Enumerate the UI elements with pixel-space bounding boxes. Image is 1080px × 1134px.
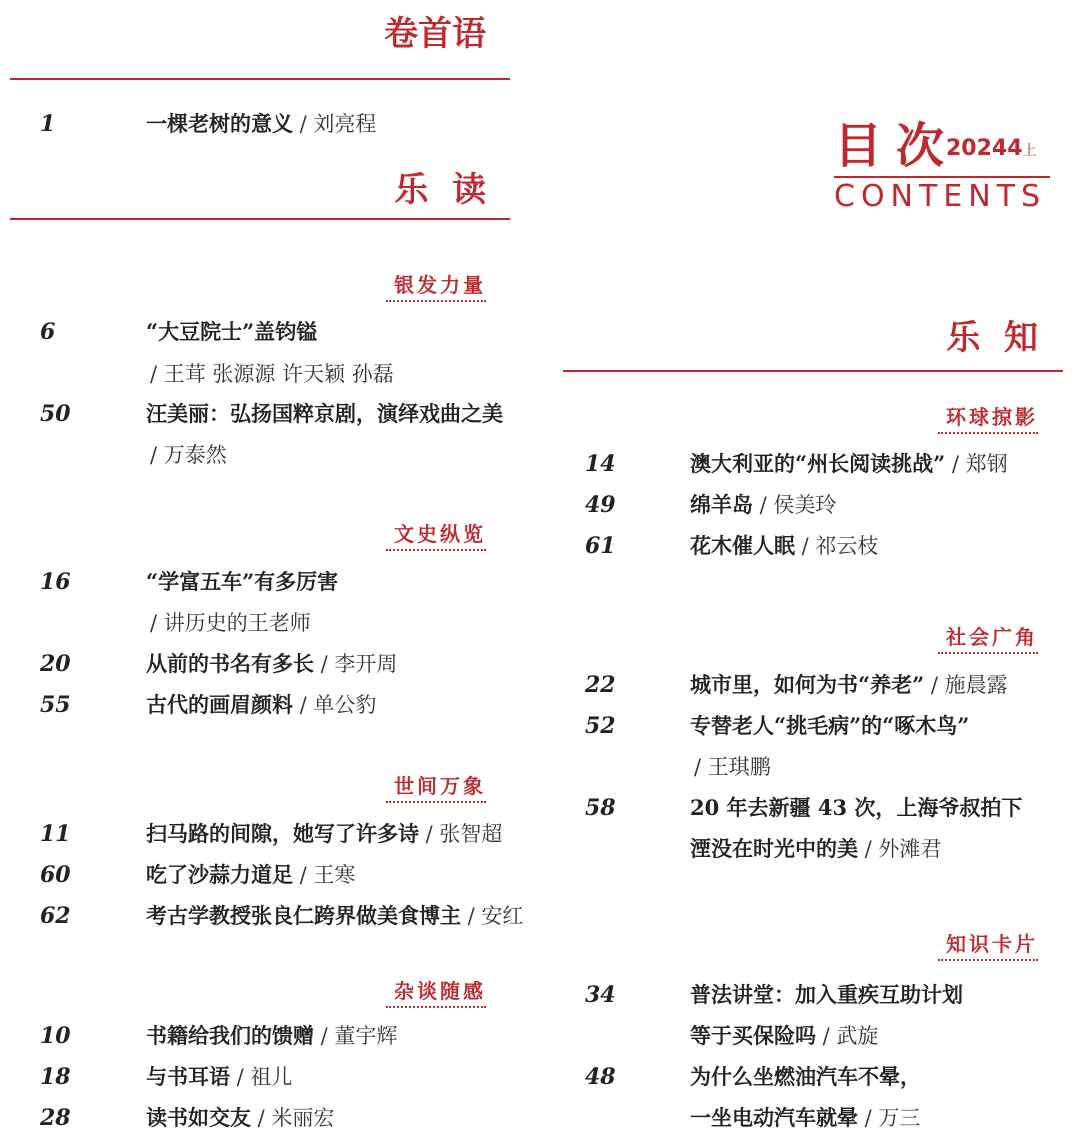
logo-en: CONTENTS <box>834 179 1047 214</box>
entry-author: / 祁云枝 <box>795 534 879 558</box>
page-number: 55 <box>40 692 71 718</box>
entry-title: 城市里，如何为书“养老” <box>690 672 925 697</box>
page-number: 1 <box>40 111 56 137</box>
entry-author: / 单公豹 <box>293 693 377 717</box>
entry-title: 古代的画眉颜料 <box>146 692 293 717</box>
logo-year: 2024 <box>946 136 1008 161</box>
entry-author: / 万三 <box>858 1106 921 1130</box>
toc-entry[interactable] <box>146 690 376 720</box>
entry-title: 一坐电动汽车就晕 <box>690 1105 858 1130</box>
entry-title: 书籍给我们的馈赠 <box>146 1023 314 1048</box>
toc-entry[interactable]: “大豆院士”盖钧镒 <box>146 319 318 344</box>
section-title-ledu: 乐 读 <box>394 170 486 210</box>
entry-author: / 万泰然 <box>150 443 227 467</box>
toc-entry[interactable] <box>146 819 502 849</box>
section-rule <box>10 78 510 80</box>
entry-title: 一棵老树的意义 <box>146 111 293 136</box>
entry-author: / 王琪鹏 <box>694 755 771 779</box>
logo-half: 上 <box>1022 143 1037 159</box>
subsection-yinfa: 银发力量 <box>386 272 486 302</box>
section-title-juanshouyu: 卷首语 <box>384 14 486 54</box>
page-number: 16 <box>40 569 71 595</box>
page-number: 48 <box>585 1064 616 1090</box>
subsection-shehui: 社会广角 <box>938 624 1038 654</box>
page-number: 60 <box>40 862 71 888</box>
toc-entry[interactable]: 普法讲堂：加入重疾互助计划 <box>690 982 963 1007</box>
toc-entry[interactable] <box>146 1021 397 1051</box>
entry-author: / 讲历史的王老师 <box>150 611 311 635</box>
entry-title: 澳大利亚的“州长阅读挑战” <box>690 451 946 476</box>
entry-title: 与书耳语 <box>146 1064 230 1089</box>
toc-entry[interactable] <box>146 1062 292 1092</box>
subsection-shijian: 世间万象 <box>386 773 486 803</box>
entry-title: 花木催人眠 <box>690 533 795 558</box>
entry-author: / 侯美玲 <box>753 493 837 517</box>
logo-cn: 目次 <box>834 118 959 174</box>
subsection-huanqiu: 环球掠影 <box>938 404 1038 434</box>
page-number: 58 <box>585 795 616 821</box>
page-number: 34 <box>585 982 616 1008</box>
entry-author: / 刘亮程 <box>293 112 377 136</box>
logo-issue <box>946 136 1037 161</box>
toc-entry[interactable] <box>146 1103 334 1133</box>
entry-author: / 外滩君 <box>858 837 942 861</box>
toc-entry[interactable] <box>690 670 1008 700</box>
page-number: 49 <box>585 492 616 518</box>
entry-author: / 安红 <box>461 904 524 928</box>
contents-logo <box>834 112 1054 216</box>
entry-author: / 王茸 张源源 许天颖 孙磊 <box>150 362 394 386</box>
subsection-zhishi: 知识卡片 <box>938 931 1038 961</box>
entry-title: 湮没在时光中的美 <box>690 836 858 861</box>
toc-entry-cont[interactable] <box>690 834 941 864</box>
entry-author: / 施晨露 <box>924 673 1008 697</box>
page-number: 28 <box>40 1105 71 1131</box>
page-number: 62 <box>40 903 71 929</box>
entry-author: / 董宇辉 <box>314 1024 398 1048</box>
page-number: 52 <box>585 713 616 739</box>
toc-entry[interactable]: 专替老人“挑毛病”的“啄木鸟” <box>690 713 970 738</box>
toc-entry[interactable] <box>690 449 1008 479</box>
toc-entry-cont[interactable] <box>690 1021 878 1051</box>
page-number: 18 <box>40 1064 71 1090</box>
toc-entry[interactable] <box>146 901 523 931</box>
section-rule <box>563 370 1063 372</box>
toc-entry[interactable] <box>146 109 376 139</box>
entry-author: / 郑钢 <box>945 452 1008 476</box>
logo-divider <box>834 176 1050 178</box>
logo-issue-number: 4 <box>1007 136 1023 161</box>
page-number: 6 <box>40 319 56 345</box>
entry-author: / 王寒 <box>293 863 356 887</box>
entry-title: 吃了沙蒜力道足 <box>146 862 293 887</box>
entry-title: 扫马路的间隙，她写了许多诗 <box>146 821 419 846</box>
entry-title: 考古学教授张良仁跨界做美食博主 <box>146 903 461 928</box>
entry-title: 等于买保险吗 <box>690 1023 816 1048</box>
page-number: 14 <box>585 451 616 477</box>
toc-entry-cont[interactable] <box>690 1103 920 1133</box>
subsection-zatan: 杂谈随感 <box>386 978 486 1008</box>
page-number: 11 <box>40 821 71 847</box>
entry-author: / 祖儿 <box>230 1065 293 1089</box>
toc-entry[interactable]: 20 年去新疆 43 次，上海爷叔拍下 <box>690 795 1023 820</box>
section-title-lezhi: 乐 知 <box>946 318 1038 358</box>
toc-entry[interactable] <box>146 860 355 890</box>
entry-author: / 张智超 <box>419 822 503 846</box>
page-number: 20 <box>40 651 71 677</box>
entry-author: / 李开周 <box>314 652 398 676</box>
toc-entry[interactable]: 汪美丽：弘扬国粹京剧，演绎戏曲之美 <box>146 401 503 426</box>
subsection-wenshi: 文史纵览 <box>386 521 486 551</box>
section-rule <box>10 218 510 220</box>
toc-entry[interactable] <box>690 490 836 520</box>
page-number: 10 <box>40 1023 71 1049</box>
entry-title: 读书如交友 <box>146 1105 251 1130</box>
toc-entry[interactable] <box>146 649 397 679</box>
entry-title: 绵羊岛 <box>690 492 753 517</box>
entry-author: / 米丽宏 <box>251 1106 335 1130</box>
toc-entry[interactable]: “学富五车”有多厉害 <box>146 569 339 594</box>
page-number: 50 <box>40 401 71 427</box>
entry-title: 从前的书名有多长 <box>146 651 314 676</box>
page-number: 61 <box>585 533 616 559</box>
entry-author: / 武旋 <box>816 1024 879 1048</box>
toc-entry[interactable]: 为什么坐燃油汽车不晕， <box>690 1064 921 1089</box>
toc-entry[interactable] <box>690 531 878 561</box>
page-number: 22 <box>585 672 616 698</box>
